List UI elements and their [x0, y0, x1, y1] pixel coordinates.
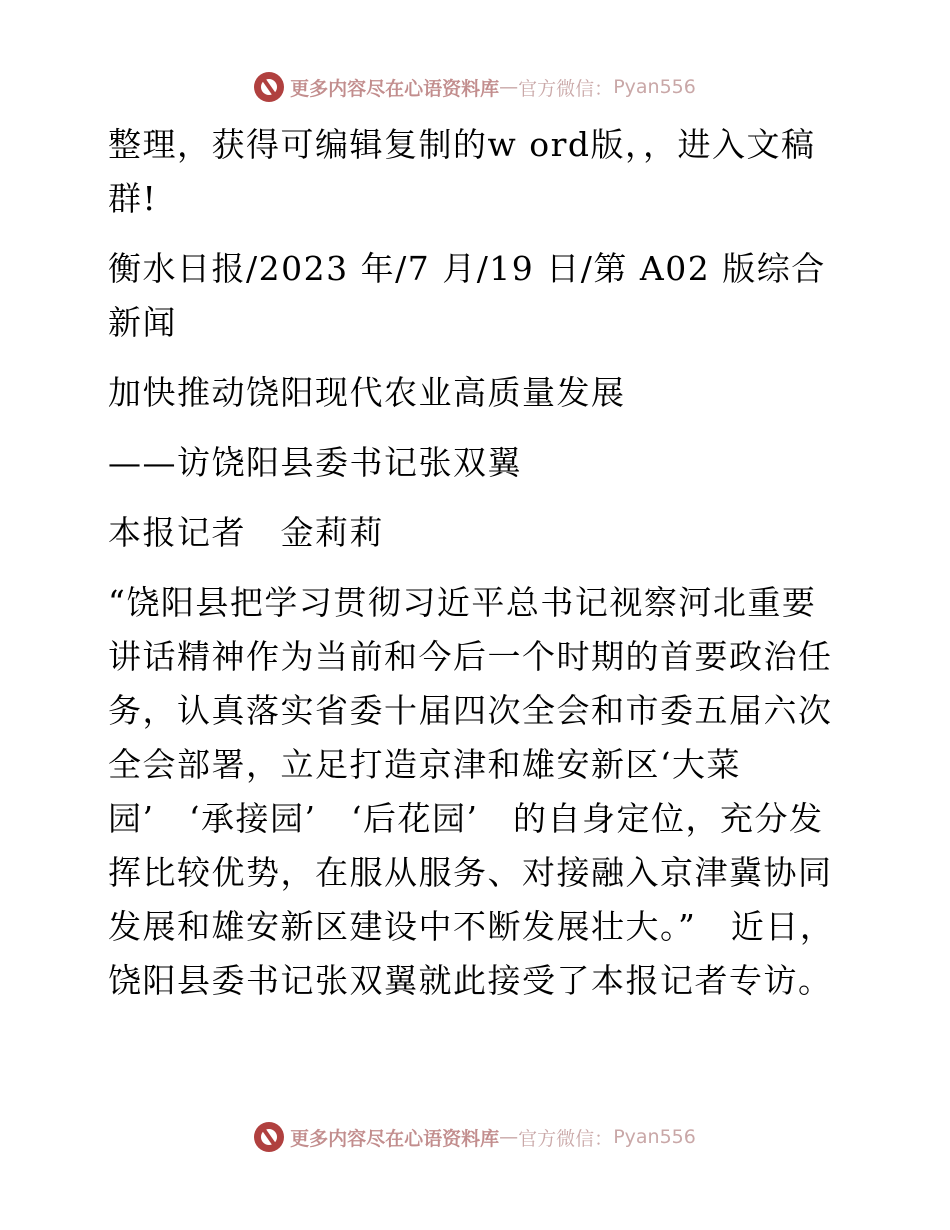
footer-wechat-label: 官方微信： — [518, 1127, 614, 1150]
header-separator: — — [499, 76, 519, 98]
header-wechat-label: 官方微信： — [518, 77, 614, 100]
header-brand-text: 更多内容尽在心语资料库 — [290, 77, 500, 100]
brand-logo-icon — [254, 1122, 284, 1152]
footer-wechat-id: Pyan556 — [613, 1126, 696, 1148]
header-watermark-banner — [0, 72, 950, 102]
byline: 本报记者 金莉莉 — [108, 513, 384, 552]
article-subtitle: ——访饶阳县委书记张双翼 — [108, 443, 522, 482]
header-wechat-id: Pyan556 — [613, 76, 696, 98]
article-title: 加快推动饶阳现代农业高质量发展 — [108, 373, 626, 412]
article-paragraph: “饶阳县把学习贯彻习近平总书记视察河北重要讲话精神作为当前和今后一个时期的首要政治任务，认真落实省委十届四次全会和市委五届六次全会部署，立足打造京津和雄安新区‘大菜园’ ‘承接园’ ‘后花园’ 的自身定位，充分发挥比较优势，在服从服务、对接融入京津冀协同发展和雄安新区建设中不断发展壮大。” 近日，饶阳县委书记张双翼就此接受了本报记者专访。 — [108, 583, 835, 1000]
brand-logo-icon — [254, 72, 284, 102]
document-body — [98, 118, 850, 1024]
footer-brand-text: 更多内容尽在心语资料库 — [290, 1127, 500, 1150]
intro-text: 整理，获得可编辑复制的w ord版，，进入文稿群! — [108, 125, 816, 218]
source-line: 衡水日报/2023 年/7 月/19 日/第 A02 版综合新闻 — [108, 249, 826, 342]
footer-watermark-banner — [0, 1122, 950, 1152]
footer-separator: — — [499, 1126, 519, 1148]
